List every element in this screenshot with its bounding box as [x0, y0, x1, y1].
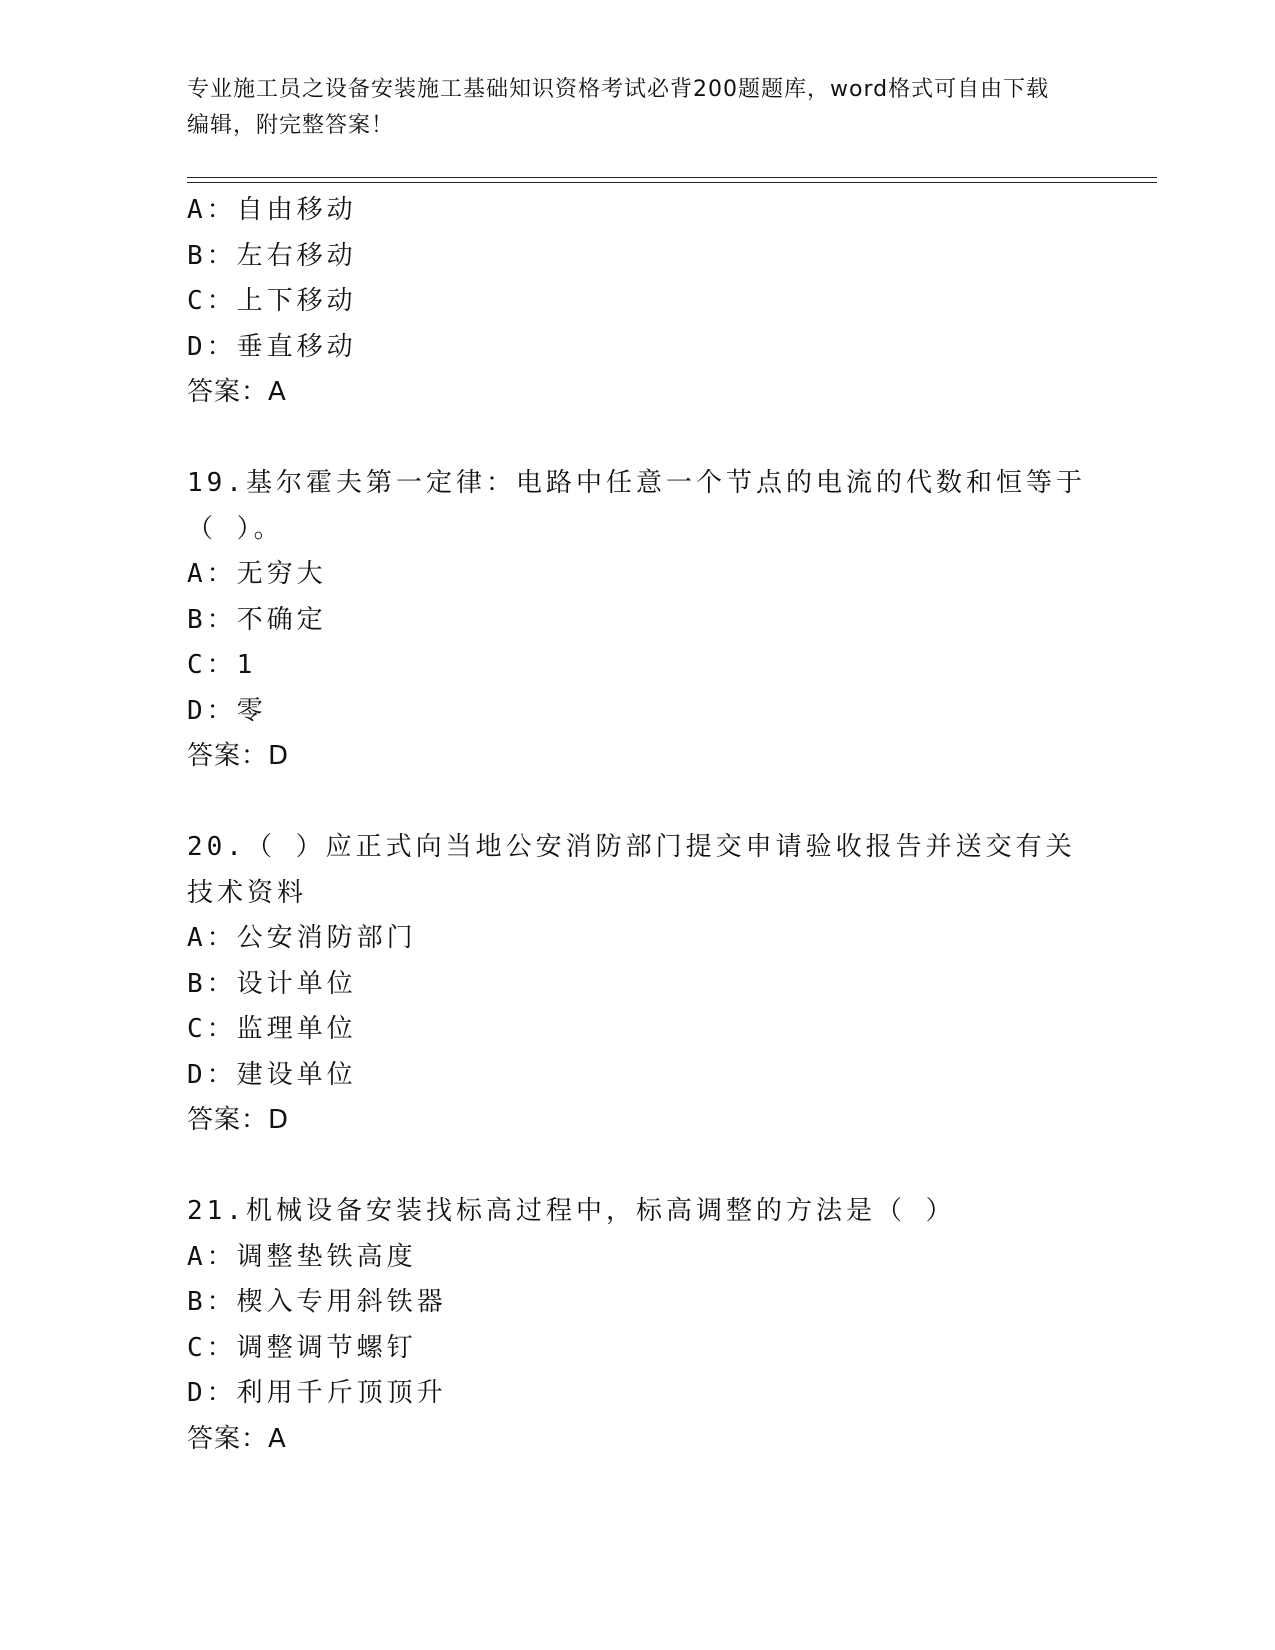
- question-partial: [187, 188, 1087, 416]
- option-a: A：自由移动: [187, 195, 357, 225]
- option-d: D：利用千斤顶顶升: [187, 1378, 447, 1408]
- answer-line: 答案：A: [187, 1423, 287, 1454]
- option-b: B：不确定: [187, 604, 327, 635]
- question-19: [187, 461, 1087, 780]
- question-stem: 20.（ ）应正式向当地公安消防部门提交申请验收报告并送交有关技术资料: [187, 832, 1076, 908]
- header-divider: [187, 177, 1157, 183]
- question-21: [187, 1189, 1087, 1462]
- question-stem: 21.机械设备安装找标高过程中，标高调整的方法是（ ）: [187, 1196, 956, 1226]
- option-c: C：调整调节螺钉: [187, 1332, 417, 1363]
- option-c: C：监理单位: [187, 1014, 357, 1044]
- option-d: D：建设单位: [187, 1059, 357, 1090]
- question-stem: 19.基尔霍夫第一定律：电路中任意一个节点的电流的代数和恒等于（ ）。: [187, 468, 1086, 544]
- answer-line: 答案：D: [187, 741, 290, 771]
- option-b: B：楔入专用斜铁器: [187, 1287, 447, 1317]
- option-b: B：设计单位: [187, 968, 357, 999]
- answer-line: 答案：A: [187, 377, 287, 407]
- document-header: 专业施工员之设备安装施工基础知识资格考试必背200题题库，word格式可自由下载编辑，附完整答案！: [187, 77, 1050, 138]
- option-d: D：零: [187, 695, 267, 726]
- question-20: [187, 825, 1087, 1144]
- option-c: C：1: [187, 650, 257, 680]
- answer-line: 答案：D: [187, 1105, 290, 1135]
- question-list: [187, 188, 1087, 1462]
- option-a: A：公安消防部门: [187, 923, 417, 953]
- option-d: D：垂直移动: [187, 331, 357, 362]
- option-c: C：上下移动: [187, 286, 357, 316]
- option-a: A：调整垫铁高度: [187, 1241, 417, 1272]
- option-b: B：左右移动: [187, 240, 357, 271]
- option-a: A：无穷大: [187, 559, 327, 589]
